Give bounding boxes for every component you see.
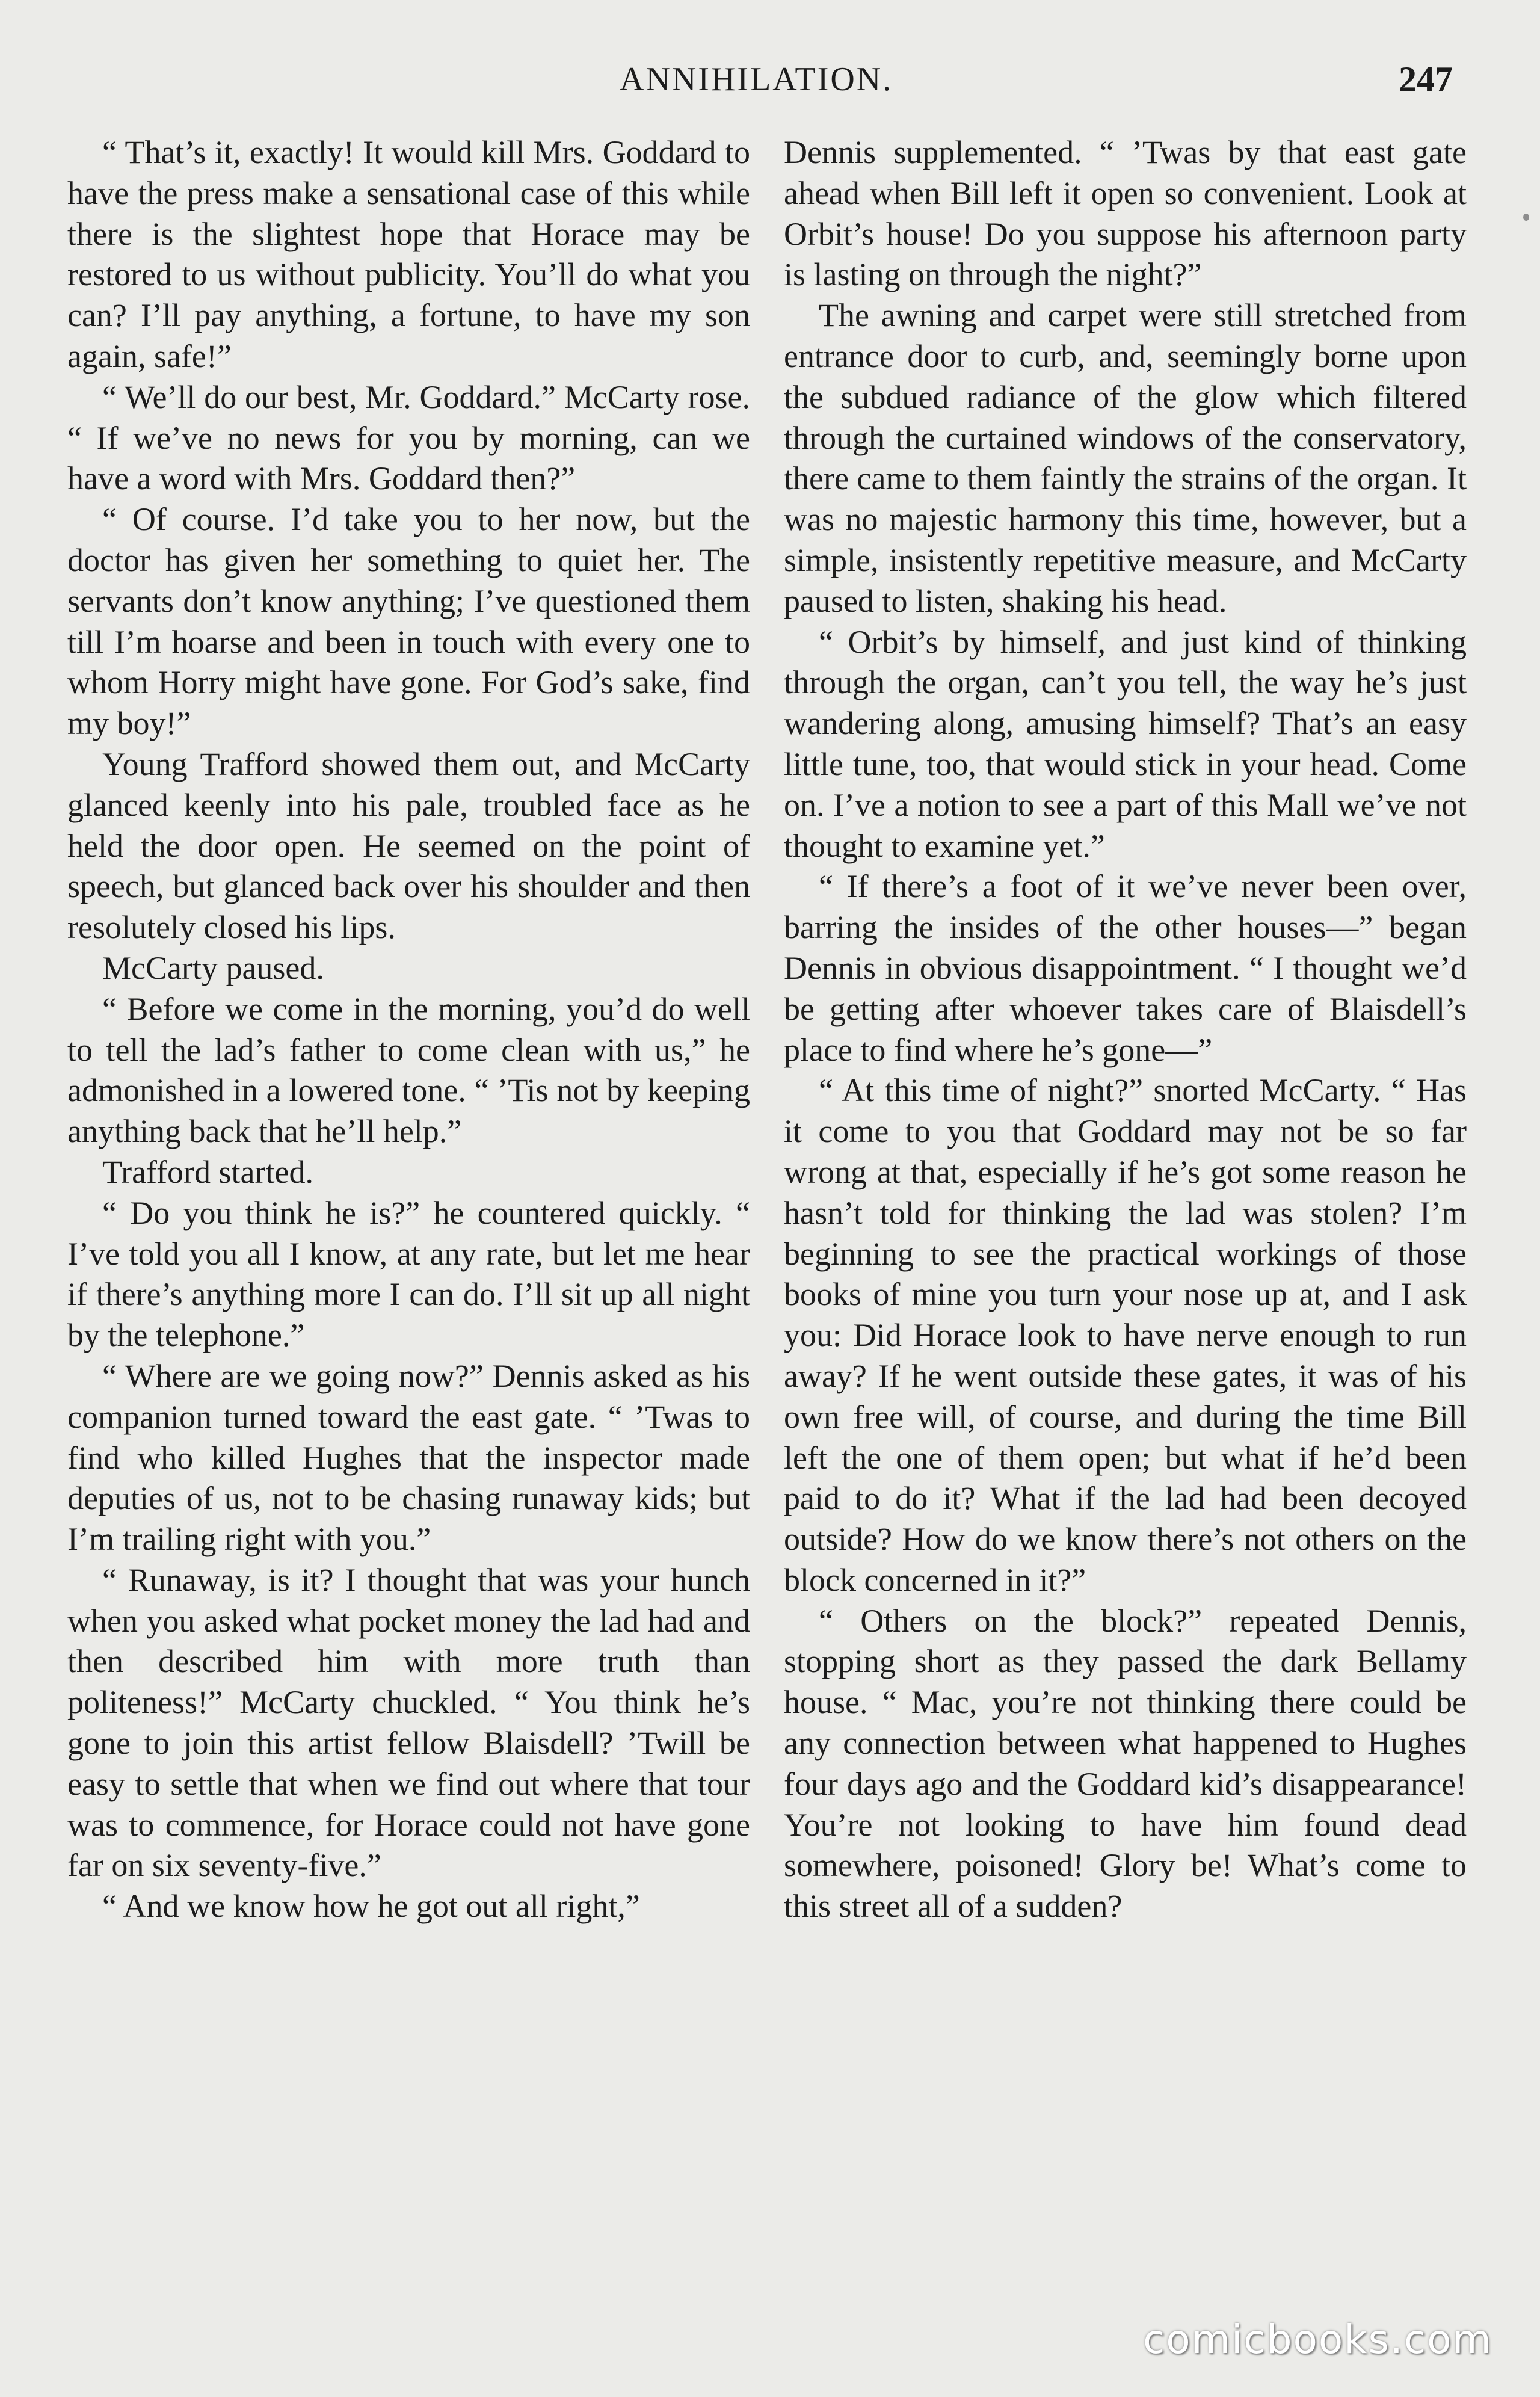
paragraph: “ At this time of night?” snorted McCarty. “ Has it come to you that Goddard may not be so far wrong at that, especially if he’s got some reason he hasn’t told for thinking the lad was stolen? I’m beginning to see the practical workings of those books of mine you turn your nose up at, and I ask you: Did Horace look to have nerve enough to run away? If he went outside these gates, it was of his own free will, of course, and during the time Bill left the one of them open; but what if he’d been paid to do it? What if the lad had been decoyed outside? How do we know there’s not others on the block concerned in it?” — [784, 1072, 1467, 1598]
paragraph: The awning and carpet were still stretched from entrance door to curb, and, seemingly borne upon the subdued radiance of the glow which filtered through the curtained windows of the conservatory, there came to them faintly the strains of the organ. It was no majestic harmony this time, however, but a simple, insistently repetitive measure, and McCarty paused to listen, shaking his head. — [784, 297, 1467, 619]
paragraph: “ Runaway, is it? I thought that was your hunch when you asked what pocket money the lad had and then described him with more truth than politeness!” McCarty chuckled. “ You think he’s gone to join this artist fellow Blaisdell? ’Twill be easy to settle that when we find out where that tour was to commence, for Horace could not have gone far on six seventy-five.” — [67, 1561, 750, 1884]
page-number: 247 — [1399, 60, 1453, 99]
paragraph: “ Do you think he is?” he countered quickly. “ I’ve told you all I know, at any rate, but let me hear if there’s anything more I can do. I’ll sit up all night by the telephone.” — [67, 1194, 750, 1354]
paragraph: McCarty paused. — [102, 949, 324, 986]
running-title: ANNIHILATION. — [620, 61, 893, 98]
paragraph: “ And we know how he got out all right,” — [102, 1888, 640, 1925]
print-speck — [1523, 214, 1529, 221]
left-column — [67, 132, 750, 1927]
paragraph: “ Where are we going now?” Dennis asked as his companion turned toward the east gate. “ ’Twas to find who killed Hughes that the inspector made deputies of us, not to be chasing runaway kids; but I’m trailing right with you.” — [67, 1357, 750, 1558]
paragraph: Trafford started. — [102, 1153, 313, 1190]
paragraph: Young Trafford showed them out, and McCarty glanced keenly into his pale, troubled face as he held the door open. He seemed on the point of speech, but glanced back over his shoulder and then resolutely closed his lips. — [67, 745, 750, 946]
paragraph: “ We’ll do our best, Mr. Goddard.” McCarty rose. “ If we’ve no news for you by morning, can we have a word with Mrs. Goddard then?” — [67, 378, 750, 497]
paragraph: “ Of course. I’d take you to her now, but the doctor has given her something to quiet her. The servants don’t know anything; I’ve questioned them till I’m hoarse and been in touch with every one to whom Horry might have gone. For God’s sake, find my boy!” — [67, 501, 750, 742]
paragraph: “ Orbit’s by himself, and just kind of thinking through the organ, can’t you tell, the way he’s just wandering along, amusing himself? That’s an easy little tune, too, that would stick in your head. Come on. I’ve a notion to see a part of this Mall we’ve not thought to examine yet.” — [784, 623, 1467, 864]
right-column — [784, 132, 1467, 1927]
paragraph: Dennis supplemented. “ ’Twas by that east gate ahead when Bill left it open so convenient. Look at Orbit’s house! Do you suppose his afternoon party is lasting on through the night?” — [784, 134, 1467, 293]
paragraph: “ Before we come in the morning, you’d do well to tell the lad’s father to come clean with us,” he admonished in a lowered tone. “ ’Tis not by keeping anything back that he’ll help.” — [67, 990, 750, 1150]
paragraph: “ That’s it, exactly! It would kill Mrs. Goddard to have the press make a sensational case of this while there is the slightest hope that Horace may be restored to us without publicity. You’ll do what you can? I’ll pay anything, a fortune, to have my son again, safe!” — [67, 134, 750, 374]
running-header — [0, 55, 1540, 103]
watermark: comicbooks.com — [1143, 2316, 1492, 2363]
paragraph: “ If there’s a foot of it we’ve never been over, barring the insides of the other houses—” began Dennis in obvious disappointment. “ I thought we’d be getting after whoever takes care of Blaisdell’s place to find where he’s gone—” — [784, 868, 1467, 1068]
paragraph: “ Others on the block?” repeated Dennis, stopping short as they passed the dark Bellamy house. “ Mac, you’re not thinking there could be any connection between what happened to Hughes four days ago and the Goddard kid’s disappearance! You’re not looking to have him found dead somewhere, poisoned! Glory be! What’s come to this street all of a sudden? — [784, 1602, 1467, 1925]
